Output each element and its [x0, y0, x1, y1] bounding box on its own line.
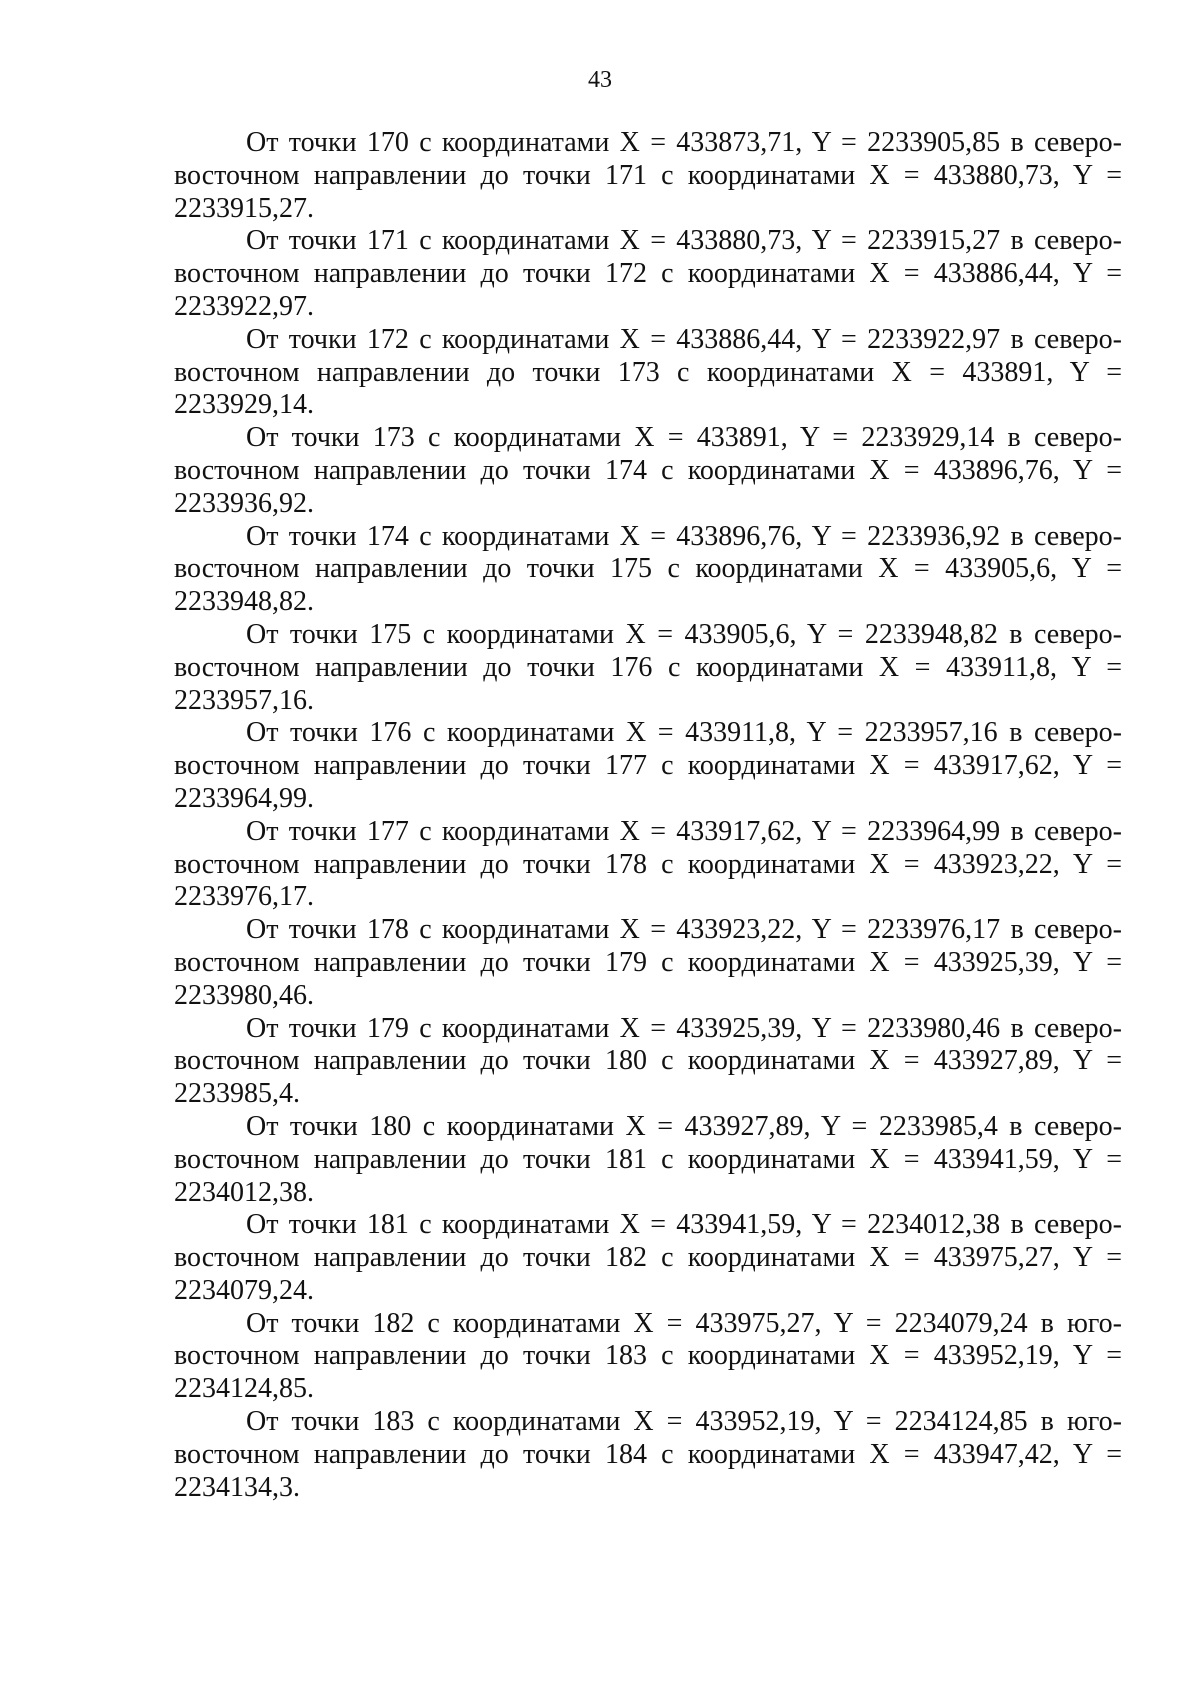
paragraph: От точки 179 с координатами X = 433925,39, Y = 2233980,46 в северо-восточном направлении до точки 180 с координатами X = 433927,89, Y = 2233985,4.: [174, 1012, 1122, 1110]
paragraph: От точки 171 с координатами X = 433880,73, Y = 2233915,27 в северо-восточном направлении до точки 172 с координатами X = 433886,44, Y = 2233922,97.: [174, 225, 1122, 322]
paragraph: От точки 170 с координатами X = 433873,71, Y = 2233905,85 в северо-восточном направлении до точки 171 с координатами X = 433880,73, Y = 2233915,27.: [174, 127, 1122, 224]
paragraph: От точки 180 с координатами X = 433927,89, Y = 2233985,4 в северо-восточном направлении до точки 181 с координатами X = 433941,59, Y = 2234012,38.: [174, 1110, 1122, 1208]
paragraph: От точки 174 с координатами X = 433896,76, Y = 2233936,92 в северо-восточном направлении до точки 175 с координатами X = 433905,6, Y = 2233948,82.: [174, 520, 1122, 618]
paragraph: От точки 182 с координатами X = 433975,27, Y = 2234079,24 в юго-восточном направлении до точки 183 с координатами X = 433952,19, Y = 2234124,85.: [174, 1307, 1122, 1405]
paragraph: От точки 177 с координатами X = 433917,62, Y = 2233964,99 в северо-восточном направлении до точки 178 с координатами X = 433923,22, Y = 2233976,17.: [174, 815, 1122, 913]
paragraph: От точки 178 с координатами X = 433923,22, Y = 2233976,17 в северо-восточном направлении до точки 179 с координатами X = 433925,39, Y = 2233980,46.: [174, 914, 1122, 1011]
paragraph: От точки 176 с координатами X = 433911,8, Y = 2233957,16 в северо-восточном направлении до точки 177 с координатами X = 433917,62, Y = 2233964,99.: [174, 717, 1122, 814]
page-number: 43: [588, 67, 612, 93]
paragraph: От точки 183 с координатами X = 433952,19, Y = 2234124,85 в юго-восточном направлении до точки 184 с координатами X = 433947,42, Y = 2234134,3.: [174, 1406, 1122, 1503]
paragraph: От точки 173 с координатами X = 433891, Y = 2233929,14 в северо-восточном направлении до точки 174 с координатами X = 433896,76, Y = 2233936,92.: [174, 422, 1122, 519]
paragraph: От точки 181 с координатами X = 433941,59, Y = 2234012,38 в северо-восточном направлении до точки 182 с координатами X = 433975,27, Y = 2234079,24.: [174, 1209, 1122, 1306]
paragraph: От точки 172 с координатами X = 433886,44, Y = 2233922,97 в северо-восточном направлении до точки 173 с координатами X = 433891, Y = 2233929,14.: [174, 323, 1122, 421]
document-body: [174, 127, 1122, 1504]
paragraph: От точки 175 с координатами X = 433905,6, Y = 2233948,82 в северо-восточном направлении до точки 176 с координатами X = 433911,8, Y = 2233957,16.: [174, 618, 1122, 716]
